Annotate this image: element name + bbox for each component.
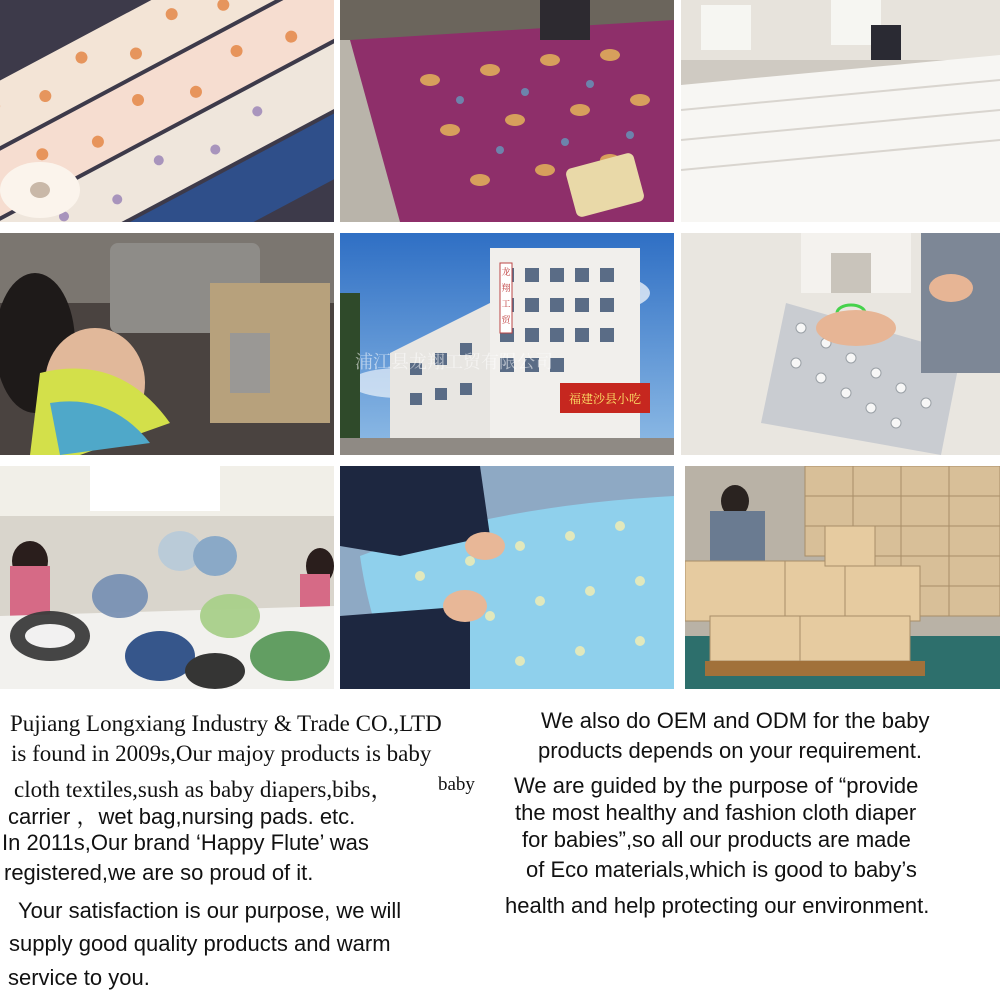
svg-text:贸: 贸	[501, 316, 511, 326]
left-text-line-3: cloth textiles,sush as baby diapers,bibs，	[14, 777, 394, 802]
left-text-line-10: service to you.	[8, 965, 150, 990]
right-text-line-1: We also do OEM and ODM for the baby	[541, 708, 930, 733]
photo-snap-sewing	[681, 233, 1000, 455]
photo-sorting-room	[0, 466, 334, 689]
watermark: 浦江县龙翔工贸有限公司	[355, 352, 553, 373]
right-text-line-5: for babies”,so all our products are made	[522, 827, 911, 852]
right-text-line-2: products depends on your requirement.	[538, 738, 923, 763]
left-text-line-1: Pujiang Longxiang Industry & Trade CO.,LTD	[10, 711, 442, 736]
vertical-sign-char-1: 龙	[501, 268, 511, 278]
left-text-line-4: baby	[438, 774, 475, 795]
photo-warehouse-cartons	[685, 466, 1000, 689]
photo-white-fabric-stack	[681, 0, 1000, 222]
right-text-line-3: We are guided by the purpose of “provide	[514, 773, 919, 798]
left-text-line-2: is found in 2009s,Our majoy products is baby	[11, 741, 432, 766]
left-text-line-5: carrier ，wet bag,nursing pads. etc.	[8, 804, 356, 829]
left-text-line-8: Your satisfaction is our purpose, we will	[18, 898, 402, 923]
left-text-block	[0, 700, 500, 1000]
right-text-block	[500, 700, 1000, 1000]
right-text-line-6: of Eco materials,which is good to baby’s	[526, 857, 917, 882]
photo-sewing-machine-worker	[0, 233, 334, 455]
photo-cutting-table	[340, 0, 674, 222]
left-text-line-7: registered,we are so proud of it.	[4, 860, 314, 885]
svg-text:翔: 翔	[501, 284, 511, 294]
photo-factory-building	[340, 233, 674, 455]
left-text-line-6: In 2011s,Our brand ‘Happy Flute’ was	[2, 830, 369, 855]
shop-sign: 福建沙县小吃	[568, 392, 642, 406]
right-text-line-4: the most healthy and fashion cloth diaper	[515, 800, 917, 825]
left-text-line-9: supply good quality products and warm	[9, 931, 391, 956]
svg-text:工: 工	[501, 300, 511, 310]
photo-fabric-rolls	[0, 0, 334, 222]
photo-quality-check	[340, 466, 674, 689]
right-text-line-7: health and help protecting our environment.	[505, 893, 930, 918]
